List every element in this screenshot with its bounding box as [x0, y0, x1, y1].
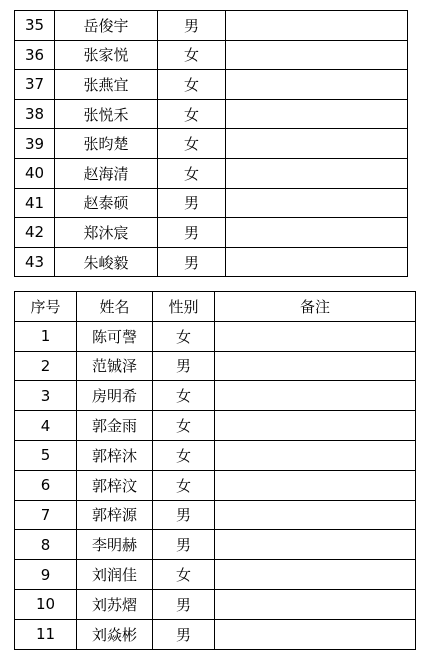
cell-note [215, 470, 416, 500]
cell-note [215, 589, 416, 619]
cell-name: 范铖泽 [77, 351, 153, 381]
table-row [15, 351, 416, 381]
cell-name: 张燕宜 [55, 70, 158, 100]
header-note: 备注 [215, 292, 416, 322]
cell-name: 赵海清 [55, 158, 158, 188]
student-table-continued [14, 10, 408, 277]
cell-gender: 男 [158, 247, 226, 277]
table-row [15, 500, 416, 530]
cell-gender: 女 [158, 129, 226, 159]
header-number: 序号 [15, 292, 77, 322]
cell-gender: 男 [153, 589, 215, 619]
table-row [15, 188, 408, 218]
cell-gender: 男 [153, 500, 215, 530]
cell-number: 36 [15, 40, 55, 70]
cell-number: 1 [15, 321, 77, 351]
cell-gender: 男 [158, 11, 226, 41]
cell-gender: 女 [153, 411, 215, 441]
cell-name: 郭梓源 [77, 500, 153, 530]
table-row [15, 158, 408, 188]
cell-name: 房明希 [77, 381, 153, 411]
cell-gender: 女 [158, 99, 226, 129]
cell-number: 43 [15, 247, 55, 277]
cell-note [226, 188, 408, 218]
table-row [15, 470, 416, 500]
header-name: 姓名 [77, 292, 153, 322]
table-row [15, 40, 408, 70]
cell-gender: 女 [153, 381, 215, 411]
table-header-row [15, 292, 416, 322]
cell-gender: 男 [153, 351, 215, 381]
table-row [15, 381, 416, 411]
cell-name: 郑沐宸 [55, 218, 158, 248]
cell-number: 37 [15, 70, 55, 100]
table-row [15, 247, 408, 277]
cell-number: 8 [15, 530, 77, 560]
cell-gender: 男 [153, 619, 215, 649]
cell-gender: 女 [153, 470, 215, 500]
cell-name: 朱峻毅 [55, 247, 158, 277]
cell-number: 9 [15, 560, 77, 590]
cell-gender: 男 [153, 530, 215, 560]
cell-name: 李明赫 [77, 530, 153, 560]
table-row [15, 560, 416, 590]
table-row [15, 129, 408, 159]
cell-gender: 女 [153, 440, 215, 470]
cell-gender: 女 [158, 70, 226, 100]
cell-note [215, 411, 416, 441]
table-row [15, 530, 416, 560]
cell-gender: 男 [158, 218, 226, 248]
student-table [14, 291, 416, 650]
cell-name: 张昀楚 [55, 129, 158, 159]
cell-name: 赵泰硕 [55, 188, 158, 218]
cell-number: 42 [15, 218, 55, 248]
cell-note [215, 500, 416, 530]
cell-name: 陈可謦 [77, 321, 153, 351]
cell-note [226, 129, 408, 159]
cell-note [215, 381, 416, 411]
cell-note [226, 218, 408, 248]
table-row [15, 99, 408, 129]
cell-note [226, 158, 408, 188]
table-row [15, 11, 408, 41]
cell-gender: 女 [158, 40, 226, 70]
cell-number: 41 [15, 188, 55, 218]
student-table-body [15, 321, 416, 649]
cell-name: 郭金雨 [77, 411, 153, 441]
cell-number: 39 [15, 129, 55, 159]
cell-name: 刘苏熠 [77, 589, 153, 619]
table-row [15, 440, 416, 470]
cell-note [215, 530, 416, 560]
cell-gender: 女 [153, 321, 215, 351]
cell-note [215, 619, 416, 649]
cell-note [226, 99, 408, 129]
cell-number: 38 [15, 99, 55, 129]
table-row [15, 619, 416, 649]
table-row [15, 70, 408, 100]
cell-note [226, 11, 408, 41]
cell-name: 郭梓沐 [77, 440, 153, 470]
table-row [15, 321, 416, 351]
cell-number: 40 [15, 158, 55, 188]
cell-gender: 男 [158, 188, 226, 218]
cell-note [215, 560, 416, 590]
header-gender: 性别 [153, 292, 215, 322]
cell-number: 3 [15, 381, 77, 411]
cell-note [215, 351, 416, 381]
cell-number: 11 [15, 619, 77, 649]
cell-number: 2 [15, 351, 77, 381]
cell-note [215, 440, 416, 470]
cell-number: 4 [15, 411, 77, 441]
cell-number: 10 [15, 589, 77, 619]
cell-number: 7 [15, 500, 77, 530]
cell-number: 5 [15, 440, 77, 470]
cell-name: 张家悦 [55, 40, 158, 70]
cell-gender: 女 [158, 158, 226, 188]
cell-note [226, 40, 408, 70]
cell-name: 岳俊宇 [55, 11, 158, 41]
cell-name: 刘润佳 [77, 560, 153, 590]
cell-number: 6 [15, 470, 77, 500]
cell-name: 刘焱彬 [77, 619, 153, 649]
table-row [15, 218, 408, 248]
cell-gender: 女 [153, 560, 215, 590]
table-row [15, 589, 416, 619]
cell-note [226, 70, 408, 100]
cell-name: 郭梓汶 [77, 470, 153, 500]
table-row [15, 411, 416, 441]
cell-note [215, 321, 416, 351]
cell-note [226, 247, 408, 277]
cell-number: 35 [15, 11, 55, 41]
cell-name: 张悦禾 [55, 99, 158, 129]
student-table-continued-body [15, 11, 408, 277]
